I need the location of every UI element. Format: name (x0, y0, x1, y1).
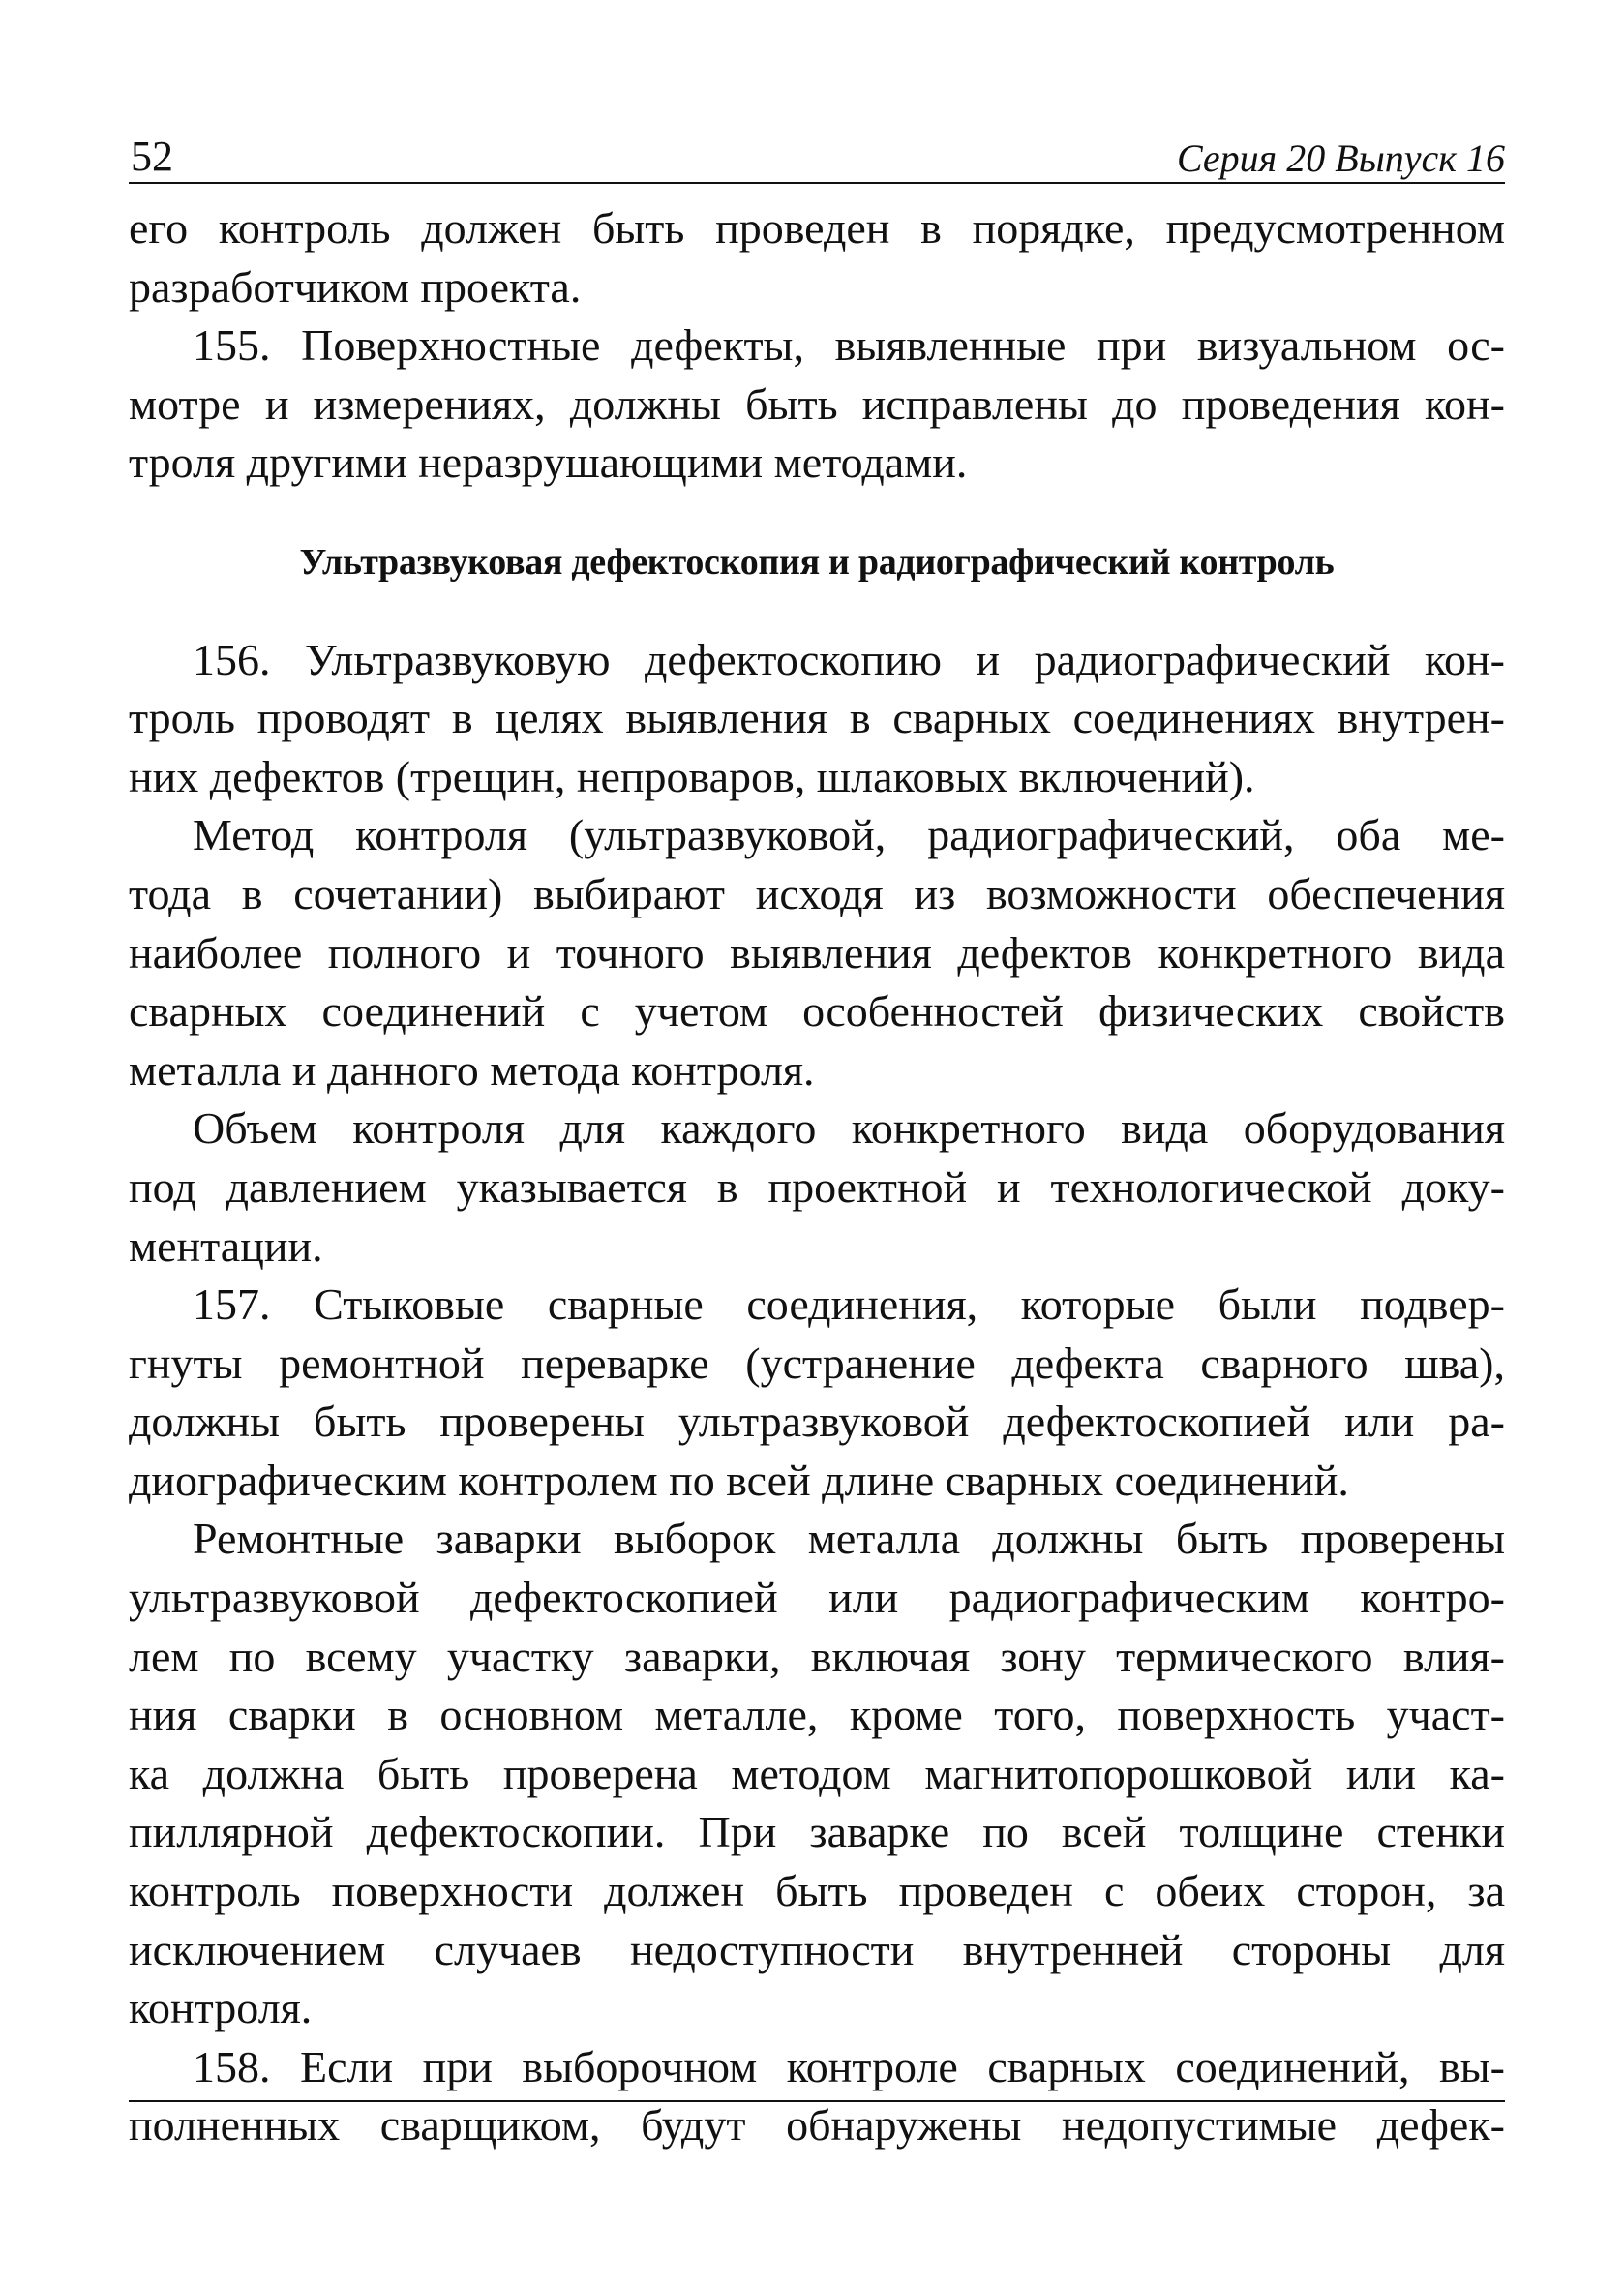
text-line: 158. Если при выборочном контроле сварных соединений, вы- (193, 2041, 1505, 2091)
text-line: исключением случаев недоступности внутренней стороны для (129, 1924, 1505, 1974)
text-line: сварных соединений с учетом особенностей физических свойств (129, 986, 1505, 1037)
text-line: диографическим контролем по всей длине сварных соединений. (129, 1455, 1349, 1505)
page-body (129, 199, 1505, 2155)
text-line: гнуты ремонтной переварке (устранение дефекта сварного шва), (129, 1338, 1505, 1388)
text-line: ультразвуковой дефектоскопией или радиографическим контро- (129, 1573, 1505, 1623)
text-line: его контроль должен быть проведен в порядке, предусмотренном (129, 203, 1505, 253)
text-line: металла и данного метода контроля. (129, 1044, 815, 1095)
text-line: 155. Поверхностные дефекты, выявленные при визуальном ос- (193, 320, 1505, 371)
text-line: ния сварки в основном металле, кроме того, поверхность участ- (129, 1690, 1505, 1740)
text-line: мотре и измерениях, должны быть исправлены до проведения кон- (129, 378, 1505, 429)
text-line: 156. Ультразвуковую дефектоскопию и радиографический кон- (193, 634, 1505, 684)
text-line: Метод контроля (ультразвуковой, радиографический, оба ме- (193, 810, 1505, 860)
footer-rule (129, 2100, 1505, 2102)
text-line: ментации. (129, 1220, 323, 1271)
page-number: 52 (131, 133, 173, 180)
running-title: Серия 20 Выпуск 16 (1176, 136, 1505, 180)
text-line: наиболее полного и точного выявления дефектов конкретного вида (129, 927, 1505, 978)
text-line: контроля. (129, 1983, 313, 2033)
text-line: троль проводят в целях выявления в сварных соединениях внутрен- (129, 693, 1505, 743)
section-heading: Ультразвуковая дефектоскопия и радиографический контроль (299, 541, 1335, 583)
text-line: тода в сочетании) выбирают исходя из возможности обеспечения (129, 868, 1505, 918)
text-line: должны быть проверены ультразвуковой дефектоскопией или ра- (129, 1397, 1505, 1447)
text-line: под давлением указывается в проектной и технологической доку- (129, 1161, 1505, 1212)
text-line: пиллярной дефектоскопии. При заварке по всей толщине стенки (129, 1807, 1505, 1857)
text-line: Ремонтные заварки выборок металла должны быть проверены (193, 1514, 1505, 1564)
text-line: ка должна быть проверена методом магнитопорошковой или ка- (129, 1748, 1505, 1798)
text-line: них дефектов (трещин, непроваров, шлаковых включений). (129, 751, 1255, 801)
text-line: контроль поверхности должен быть проведен с обеих сторон, за (129, 1866, 1505, 1916)
text-line: троля другими неразрушающими методами. (129, 437, 968, 488)
text-line: 157. Стыковые сварные соединения, которые были подвер- (193, 1279, 1505, 1330)
text-line: полненных сварщиком, будут обнаружены недопустимые дефек- (129, 2100, 1505, 2151)
page-header (129, 122, 1505, 184)
text-line: Объем контроля для каждого конкретного вида оборудования (193, 1103, 1505, 1154)
text-line: разработчиком проекта. (129, 261, 582, 312)
text-line: лем по всему участку заварки, включая зону термического влия- (129, 1631, 1505, 1681)
